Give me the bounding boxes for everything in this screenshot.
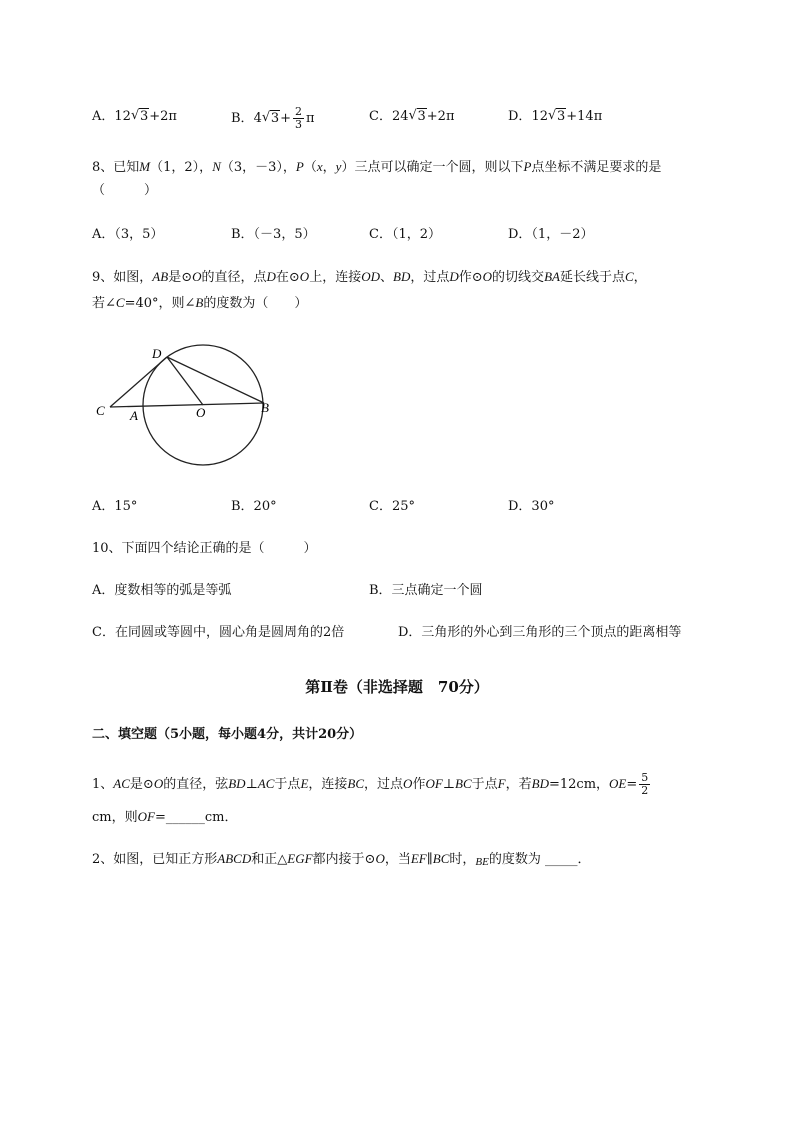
q8-option-c: C．（1，2） <box>369 227 441 242</box>
q8-option-a: A．（3，5） <box>92 227 164 242</box>
q7-option-a: A．12√ 3+2π <box>92 108 177 126</box>
q8-answer-blank: （ ） <box>92 183 158 198</box>
label-d: D <box>152 346 162 361</box>
arc-be: BE <box>475 856 489 868</box>
label-c: C <box>96 403 105 418</box>
q7-option-d: D．12√ 3+14π <box>508 108 602 126</box>
q9-option-a: A．15° <box>92 499 138 514</box>
q9-option-c: C．25° <box>369 499 415 514</box>
fraction: $\frac{2}{3}$ <box>295 105 303 131</box>
q9-option-b: B．20° <box>231 499 277 514</box>
q9-stem-line2: 若∠C=40°，则∠B的度数为（ ） <box>92 295 308 311</box>
fraction: $\frac{5}{2}$ <box>641 771 649 797</box>
fill1-stem-line1: 1、AC是⊙O的直径，弦BD⊥AC于点E，连接BC，过点O作OF⊥BC于点F，若BD=12cm，OE= $\frac{5}{2}$ <box>92 771 649 797</box>
segment-cb <box>110 403 264 407</box>
fill1-stem-line2: cm，则OF=______cm． <box>92 809 238 825</box>
label-a: A <box>130 408 138 423</box>
q7-option-b: B．4√ 3+ $\frac{2}{3}$ π <box>231 106 315 131</box>
q9-geometry-figure <box>90 338 290 470</box>
q10-option-d: D．三角形的外心到三角形的三个顶点的距离相等 <box>398 625 682 640</box>
segment-db <box>167 357 264 403</box>
section-title: 第Ⅱ卷（非选择题 70分） <box>305 678 489 696</box>
tangent-cd <box>110 357 167 407</box>
q10-option-c: C．在同圆或等圆中，圆心角是圆周角的2倍 <box>92 625 345 640</box>
q8-option-b: B．（－3，5） <box>231 227 316 242</box>
q8-stem: 8、已知M（1，2），N（3，－3），P（x，y）三点可以确定一个圆，则以下P点坐标不满足要求的是 <box>92 159 662 175</box>
q10-option-b: B．三点确定一个圆 <box>369 583 483 598</box>
fill2-stem: 2、如图，已知正方形ABCD和正△EGF都内接于⊙O，当EF∥BC时，BE的度数为 _____． <box>92 850 590 871</box>
label-o: O <box>196 405 206 420</box>
q9-option-d: D．30° <box>508 499 555 514</box>
q8-option-d: D．（1，－2） <box>508 227 594 242</box>
segment-od <box>167 357 203 405</box>
q9-stem-line1: 9、如图，AB是⊙O的直径，点D在⊙O上，连接OD、BD，过点D作⊙O的切线交BA延长线于点C， <box>92 269 647 285</box>
q10-option-a: A．度数相等的弧是等弧 <box>92 583 232 598</box>
label-b: B <box>261 400 269 415</box>
q10-stem: 10、下面四个结论正确的是（ ） <box>92 541 317 556</box>
section-subheading: 二、填空题（5小题，每小题4分，共计20分） <box>92 727 363 742</box>
q7-option-c: C．24√ 3+2π <box>369 108 455 126</box>
